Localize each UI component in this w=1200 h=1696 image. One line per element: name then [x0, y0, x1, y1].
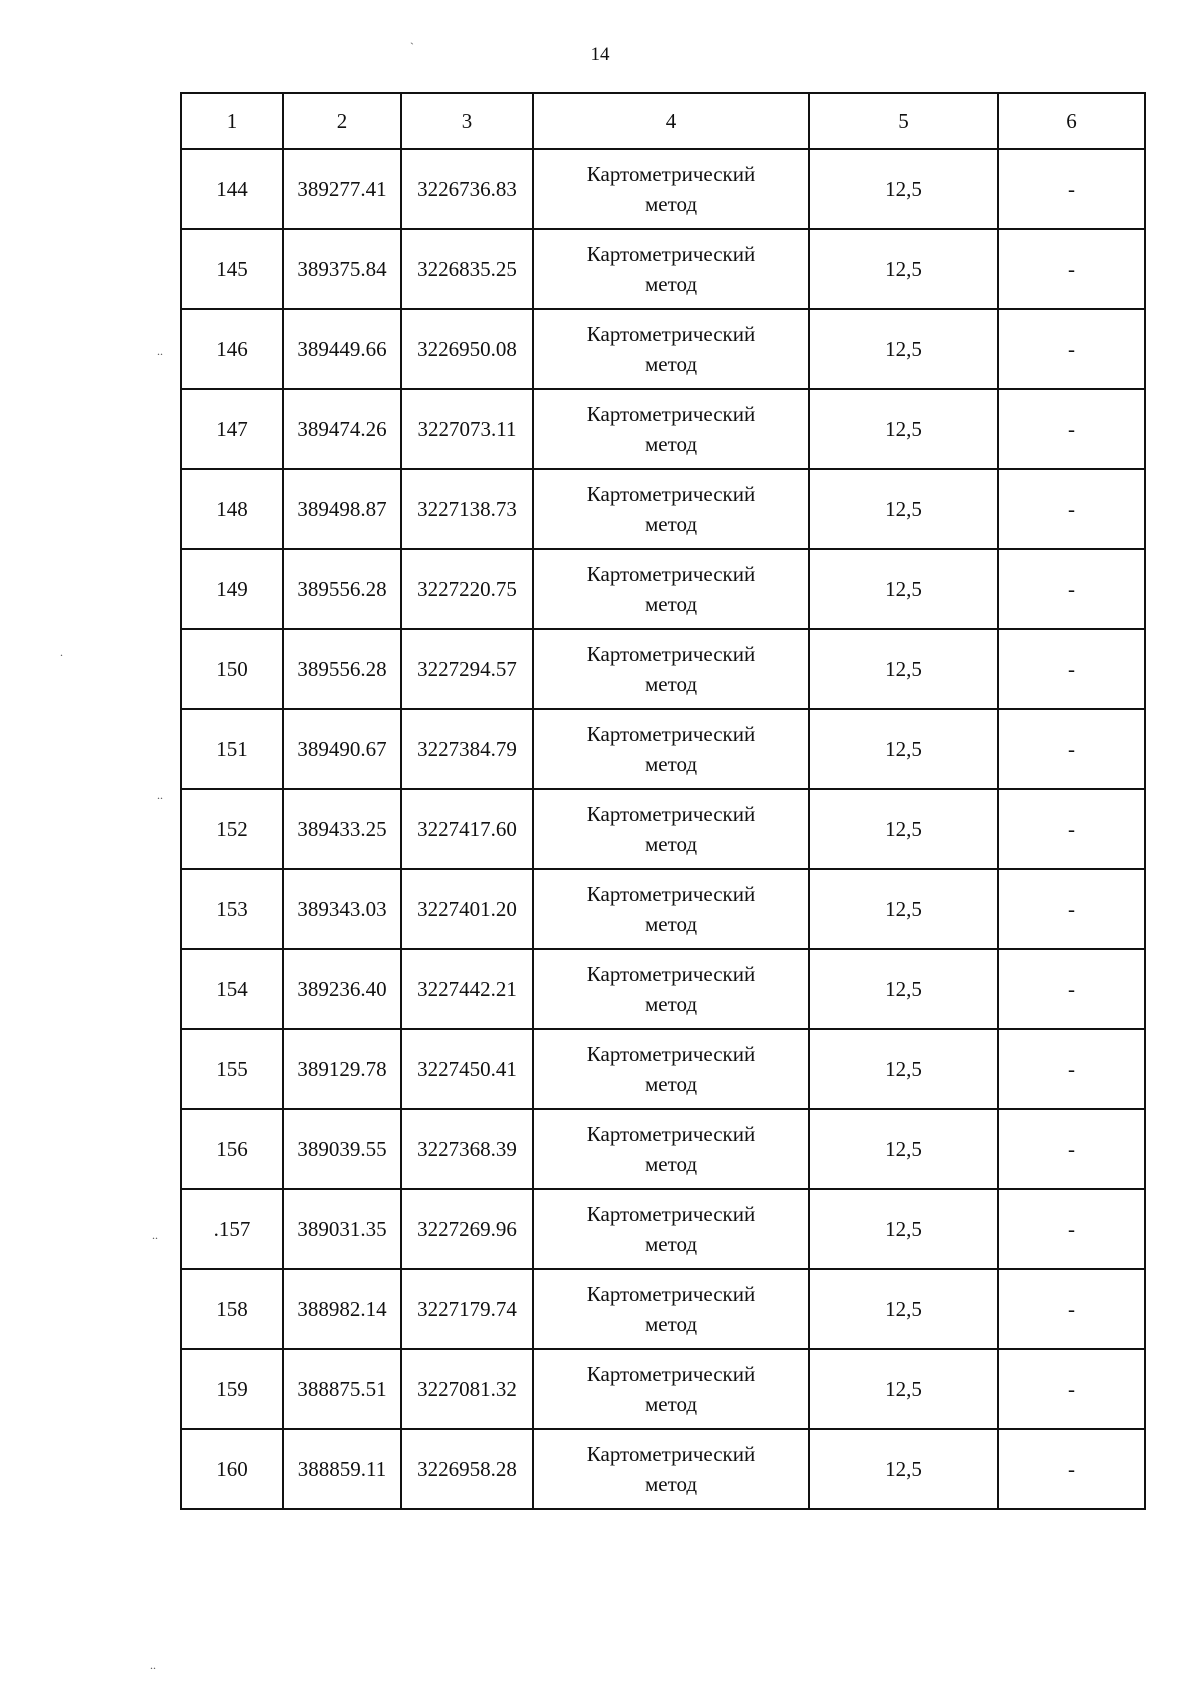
method-cell	[533, 149, 809, 229]
method-text: Картометрический метод	[586, 962, 756, 1016]
y-coordinate-cell: 3227442.21	[401, 949, 533, 1029]
y-coordinate-cell: 3227417.60	[401, 789, 533, 869]
point-number-cell: 153	[181, 869, 283, 949]
point-number-cell: 144	[181, 149, 283, 229]
method-cell	[533, 869, 809, 949]
table-row	[181, 389, 1145, 469]
table-row	[181, 469, 1145, 549]
table-row	[181, 309, 1145, 389]
method-text: Картометрический метод	[586, 802, 756, 856]
precision-cell: 12,5	[809, 229, 998, 309]
method-cell	[533, 389, 809, 469]
x-coordinate-cell: 389490.67	[283, 709, 401, 789]
point-number-cell: 147	[181, 389, 283, 469]
table-row	[181, 1109, 1145, 1189]
precision-cell: 12,5	[809, 869, 998, 949]
table-row	[181, 1029, 1145, 1109]
method-text: Картометрический метод	[586, 722, 756, 776]
precision-cell: 12,5	[809, 469, 998, 549]
method-text: Картометрический метод	[586, 1362, 756, 1416]
point-number-cell: 148	[181, 469, 283, 549]
method-text: Картометрический метод	[586, 562, 756, 616]
method-cell	[533, 1029, 809, 1109]
method-cell	[533, 1349, 809, 1429]
method-text: Картометрический метод	[586, 322, 756, 376]
x-coordinate-cell: 389449.66	[283, 309, 401, 389]
note-cell: -	[998, 1269, 1145, 1349]
method-text: Картометрический метод	[586, 242, 756, 296]
x-coordinate-cell: 389039.55	[283, 1109, 401, 1189]
table-row	[181, 149, 1145, 229]
x-coordinate-cell: 389433.25	[283, 789, 401, 869]
y-coordinate-cell: 3227138.73	[401, 469, 533, 549]
precision-cell: 12,5	[809, 629, 998, 709]
precision-cell: 12,5	[809, 149, 998, 229]
method-text: Картометрический метод	[586, 162, 756, 216]
method-text: Картометрический метод	[586, 482, 756, 536]
method-cell	[533, 789, 809, 869]
method-cell	[533, 1109, 809, 1189]
x-coordinate-cell: 388859.11	[283, 1429, 401, 1509]
table-row	[181, 1349, 1145, 1429]
column-header: 4	[533, 93, 809, 149]
method-text: Картометрический метод	[586, 1122, 756, 1176]
table-row	[181, 789, 1145, 869]
y-coordinate-cell: 3227401.20	[401, 869, 533, 949]
method-text: Картометрический метод	[586, 882, 756, 936]
point-number-cell: 151	[181, 709, 283, 789]
scan-speck: `	[410, 40, 414, 54]
coordinates-table	[180, 92, 1146, 1510]
y-coordinate-cell: 3226958.28	[401, 1429, 533, 1509]
precision-cell: 12,5	[809, 1029, 998, 1109]
method-cell	[533, 549, 809, 629]
precision-cell: 12,5	[809, 1269, 998, 1349]
method-cell	[533, 309, 809, 389]
table-row	[181, 629, 1145, 709]
table-row	[181, 549, 1145, 629]
y-coordinate-cell: 3227179.74	[401, 1269, 533, 1349]
method-text: Картометрический метод	[586, 402, 756, 456]
table-header-row	[181, 93, 1145, 149]
x-coordinate-cell: 389129.78	[283, 1029, 401, 1109]
point-number-cell: 154	[181, 949, 283, 1029]
x-coordinate-cell: 389343.03	[283, 869, 401, 949]
x-coordinate-cell: 389498.87	[283, 469, 401, 549]
method-text: Картометрический метод	[586, 1282, 756, 1336]
x-coordinate-cell: 389556.28	[283, 549, 401, 629]
column-header: 2	[283, 93, 401, 149]
x-coordinate-cell: 388982.14	[283, 1269, 401, 1349]
point-number-cell: 155	[181, 1029, 283, 1109]
note-cell: -	[998, 229, 1145, 309]
method-cell	[533, 1429, 809, 1509]
method-text: Картометрический метод	[586, 1042, 756, 1096]
note-cell: -	[998, 1349, 1145, 1429]
x-coordinate-cell: 389031.35	[283, 1189, 401, 1269]
note-cell: -	[998, 789, 1145, 869]
precision-cell: 12,5	[809, 1109, 998, 1189]
note-cell: -	[998, 949, 1145, 1029]
column-header: 5	[809, 93, 998, 149]
y-coordinate-cell: 3226835.25	[401, 229, 533, 309]
point-number-cell: 149	[181, 549, 283, 629]
note-cell: -	[998, 309, 1145, 389]
y-coordinate-cell: 3227450.41	[401, 1029, 533, 1109]
method-text: Картометрический метод	[586, 642, 756, 696]
method-cell	[533, 949, 809, 1029]
precision-cell: 12,5	[809, 1429, 998, 1509]
scan-speck: ..	[152, 1228, 158, 1242]
x-coordinate-cell: 389277.41	[283, 149, 401, 229]
note-cell: -	[998, 1429, 1145, 1509]
x-coordinate-cell: 389474.26	[283, 389, 401, 469]
note-cell: -	[998, 149, 1145, 229]
y-coordinate-cell: 3226736.83	[401, 149, 533, 229]
table-row	[181, 869, 1145, 949]
scan-speck: ..	[150, 1658, 156, 1672]
column-header: 6	[998, 93, 1145, 149]
y-coordinate-cell: 3227081.32	[401, 1349, 533, 1429]
note-cell: -	[998, 709, 1145, 789]
table-row	[181, 949, 1145, 1029]
point-number-cell: 160	[181, 1429, 283, 1509]
y-coordinate-cell: 3227384.79	[401, 709, 533, 789]
table-body	[181, 149, 1145, 1509]
scan-speck: .	[60, 645, 63, 659]
point-number-cell: .157	[181, 1189, 283, 1269]
table-row	[181, 1189, 1145, 1269]
scan-speck: ..	[157, 788, 163, 802]
precision-cell: 12,5	[809, 389, 998, 469]
method-cell	[533, 229, 809, 309]
method-cell	[533, 469, 809, 549]
scan-speck: ..	[157, 344, 163, 358]
x-coordinate-cell: 389236.40	[283, 949, 401, 1029]
note-cell: -	[998, 869, 1145, 949]
precision-cell: 12,5	[809, 709, 998, 789]
precision-cell: 12,5	[809, 549, 998, 629]
precision-cell: 12,5	[809, 1189, 998, 1269]
note-cell: -	[998, 1189, 1145, 1269]
y-coordinate-cell: 3227368.39	[401, 1109, 533, 1189]
precision-cell: 12,5	[809, 1349, 998, 1429]
y-coordinate-cell: 3227073.11	[401, 389, 533, 469]
precision-cell: 12,5	[809, 309, 998, 389]
page-number: 14	[590, 44, 610, 65]
point-number-cell: 150	[181, 629, 283, 709]
column-header: 1	[181, 93, 283, 149]
method-cell	[533, 1269, 809, 1349]
point-number-cell: 146	[181, 309, 283, 389]
note-cell: -	[998, 549, 1145, 629]
precision-cell: 12,5	[809, 949, 998, 1029]
point-number-cell: 159	[181, 1349, 283, 1429]
note-cell: -	[998, 1109, 1145, 1189]
table-row	[181, 229, 1145, 309]
point-number-cell: 156	[181, 1109, 283, 1189]
note-cell: -	[998, 1029, 1145, 1109]
method-cell	[533, 709, 809, 789]
note-cell: -	[998, 389, 1145, 469]
point-number-cell: 145	[181, 229, 283, 309]
table-row	[181, 1429, 1145, 1509]
x-coordinate-cell: 389556.28	[283, 629, 401, 709]
precision-cell: 12,5	[809, 789, 998, 869]
x-coordinate-cell: 389375.84	[283, 229, 401, 309]
table-row	[181, 709, 1145, 789]
y-coordinate-cell: 3226950.08	[401, 309, 533, 389]
table-row	[181, 1269, 1145, 1349]
point-number-cell: 158	[181, 1269, 283, 1349]
column-header: 3	[401, 93, 533, 149]
point-number-cell: 152	[181, 789, 283, 869]
method-cell	[533, 1189, 809, 1269]
note-cell: -	[998, 629, 1145, 709]
y-coordinate-cell: 3227269.96	[401, 1189, 533, 1269]
y-coordinate-cell: 3227294.57	[401, 629, 533, 709]
x-coordinate-cell: 388875.51	[283, 1349, 401, 1429]
note-cell: -	[998, 469, 1145, 549]
method-text: Картометрический метод	[586, 1442, 756, 1496]
y-coordinate-cell: 3227220.75	[401, 549, 533, 629]
method-cell	[533, 629, 809, 709]
method-text: Картометрический метод	[586, 1202, 756, 1256]
